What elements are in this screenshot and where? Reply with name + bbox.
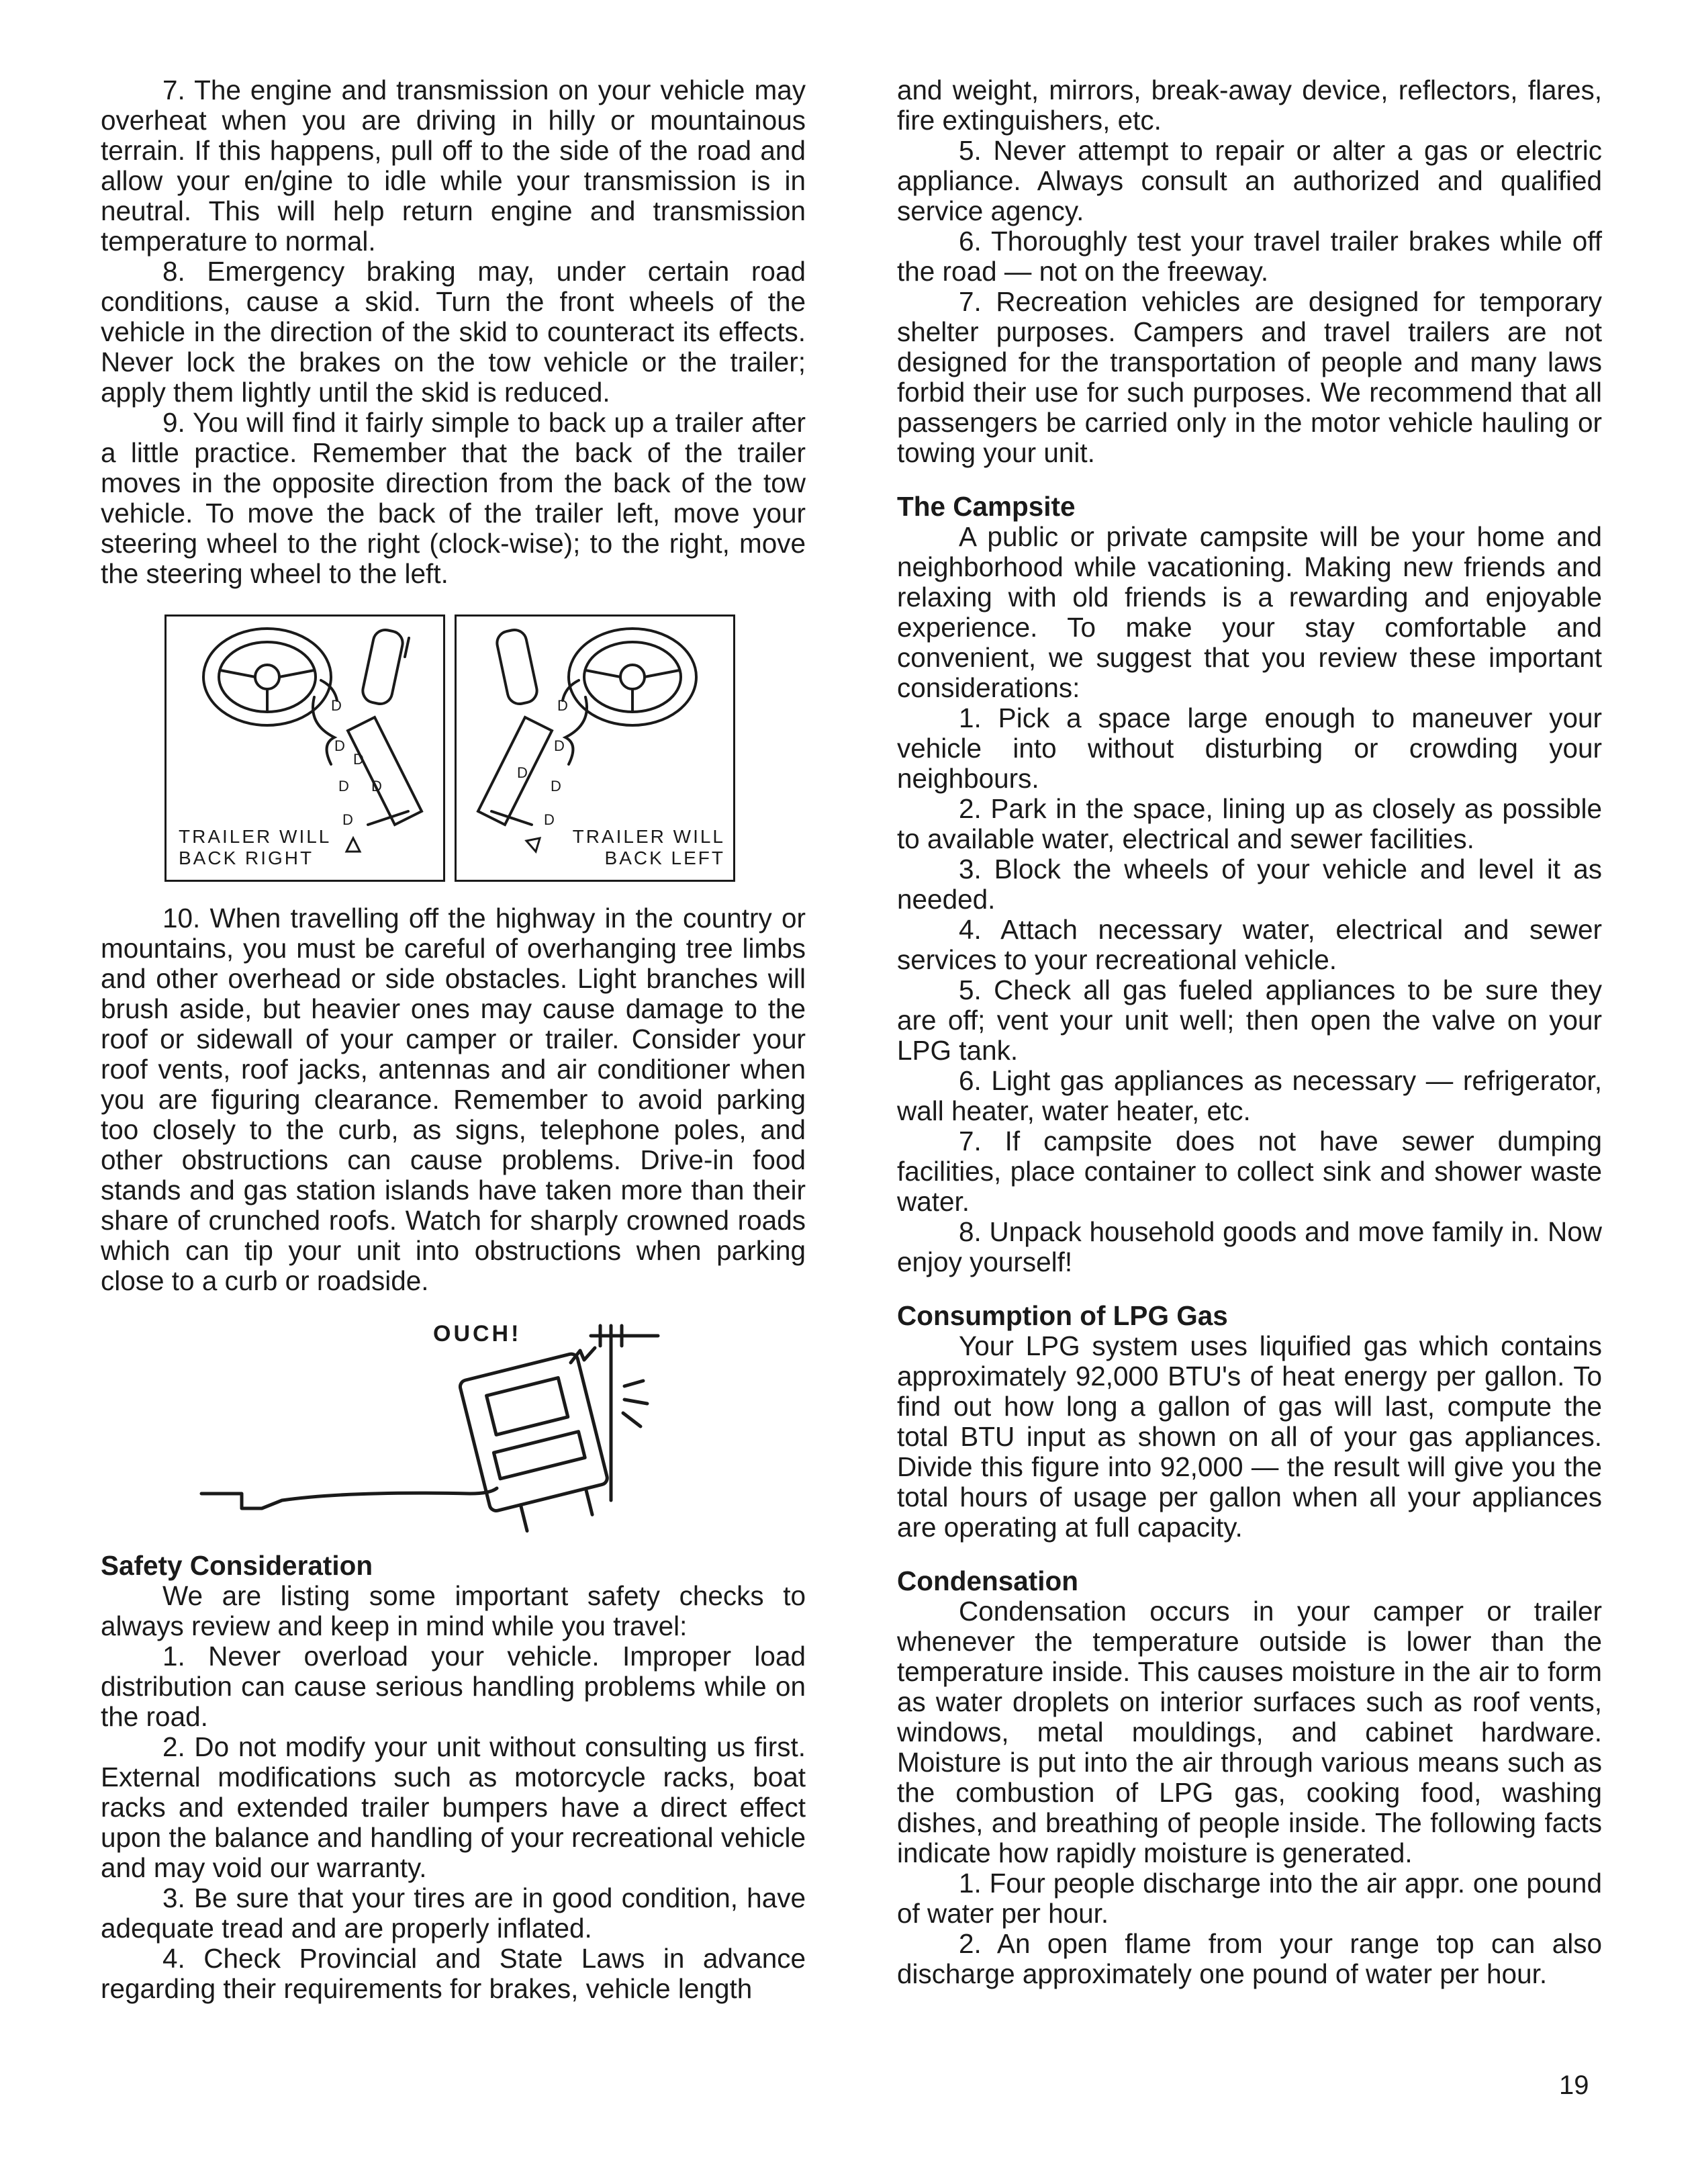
svg-text:D: D (371, 778, 382, 794)
trailer-backing-figure (164, 615, 806, 882)
caption-back-right: TRAILER WILL BACK RIGHT (179, 826, 332, 868)
campsite-heading: The Campsite (897, 491, 1076, 522)
left-column (101, 75, 806, 2004)
svg-text:D: D (517, 764, 528, 781)
svg-text:D: D (334, 737, 345, 754)
condensation-item-2: 2. An open flame from your range top can also discharge approximately one pound of water per hour. (897, 1928, 1602, 1989)
camper-crash-illustration (101, 1299, 806, 1541)
safety-item-2: 2. Do not modify your unit without consulting us first. External modifications such as motorcycle racks, boat racks and extended trailer bumpers have a direct effect upon the balance and handling of your recreational vehicle and may void our warranty. (101, 1731, 806, 1883)
back-left-diagram (455, 615, 735, 882)
svg-text:D: D (557, 697, 568, 714)
svg-text:D: D (544, 811, 555, 828)
campsite-item-5: 5. Check all gas fueled appliances to be sure they are off; vent your unit well; then open the valve on your LPG tank. (897, 974, 1602, 1066)
safety-item-5: 5. Never attempt to repair or alter a gas or electric appliance. Always consult an authorized and qualified service agency. (897, 135, 1602, 226)
condensation-item-1: 1. Four people discharge into the air appr. one pound of water per hour. (897, 1868, 1602, 1929)
campsite-item-2: 2. Park in the space, lining up as closely as possible to available water, electrical and sewer facilities. (897, 793, 1602, 854)
paragraph-item-8-braking: 8. Emergency braking may, under certain road conditions, cause a skid. Turn the front wheels of the vehicle in the direction of the skid to counteract its effects. Never lock the brakes on the tow vehicle or the trailer; apply them lightly until the skid is reduced. (101, 256, 806, 408)
right-column (897, 75, 1602, 1989)
svg-text:D: D (331, 697, 342, 714)
svg-text:D: D (551, 778, 561, 794)
campsite-item-4: 4. Attach necessary water, electrical and sewer services to your recreational vehicle. (897, 914, 1602, 975)
paragraph-item-10-offroad: 10. When travelling off the highway in the country or mountains, you must be careful of overhanging tree limbs and other overhead or side obstacles. Light branches will brush aside, but heavier ones may cause damage to the roof or sidewall of your camper or trailer. Consider your roof vents, roof jacks, antennas and air conditioner when you are figuring clearance. Remember to avoid parking too closely to the curb, as signs, telephone poles, and other obstructions can cause problems. Drive-in food stands and gas station islands have taken more than their share of crunched roofs. Watch for sharply crowned roads which can tip your unit into obstructions when parking close to a curb or roadside. (101, 903, 806, 1296)
safety-heading: Safety Consideration (101, 1550, 373, 1581)
page-number: 19 (1559, 2071, 1589, 2100)
safety-item-1: 1. Never overload your vehicle. Improper load distribution can cause serious handling problems while on the road. (101, 1641, 806, 1732)
safety-item-6: 6. Thoroughly test your travel trailer brakes while off the road — not on the freeway. (897, 226, 1602, 287)
svg-text:D: D (342, 811, 353, 828)
paragraph-item-9-backing: 9. You will find it fairly simple to back up a trailer after a little practice. Remember that the back of the trailer moves in the opposite direction from the back of the tow vehicle. To move the back of the trailer left, move your steering wheel to the right (clock-wise); to the right, move the steering wheel to the left. (101, 407, 806, 589)
safety-item-3: 3. Be sure that your tires are in good condition, have adequate tread and are properly inflated. (101, 1882, 806, 1944)
campsite-item-1: 1. Pick a space large enough to maneuver your vehicle into without disturbing or crowding your neighbours. (897, 702, 1602, 794)
svg-text:D: D (554, 737, 565, 754)
ouch-exclamation: OUCH! (433, 1321, 522, 1347)
campsite-item-7: 7. If campsite does not have sewer dumping facilities, place container to collect sink and shower waste water. (897, 1126, 1602, 1217)
safety-item-4-continued: and weight, mirrors, break-away device, reflectors, flares, fire extinguishers, etc. (897, 75, 1602, 136)
back-right-diagram (164, 615, 445, 882)
paragraph-item-7-engine: 7. The engine and transmission on your vehicle may overheat when you are driving in hilly or mountainous terrain. If this happens, pull off to the side of the road and allow your en/gine to idle while your transmission is in neutral. This will help return engine and transmission temperature to normal. (101, 75, 806, 257)
condensation-body: Condensation occurs in your camper or trailer whenever the temperature outside is lower than the temperature inside. This causes moisture in the air to form as water droplets on interior surfaces such as roof vents, windows, metal mouldings, and cabinet hardware. Moisture is put into the air through various means such as the combustion of LPG gas, cooking food, washing dishes, and breathing of people inside. The following facts indicate how rapidly moisture is generated. (897, 1596, 1602, 1868)
safety-item-4: 4. Check Provincial and State Laws in advance regarding their requirements for brakes, vehicle length (101, 1943, 806, 2004)
campsite-item-3: 3. Block the wheels of your vehicle and level it as needed. (897, 854, 1602, 915)
svg-text:D: D (353, 751, 364, 768)
svg-text:D: D (338, 778, 349, 794)
safety-intro: We are listing some important safety checks to always review and keep in mind while you travel: (101, 1580, 806, 1641)
campsite-intro: A public or private campsite will be your home and neighborhood while vacationing. Making new friends and relaxing with old friends is a rewarding and enjoyable experience. To make your stay comfortable and convenient, we suggest that you review these important considerations: (897, 521, 1602, 703)
safety-item-7: 7. Recreation vehicles are designed for temporary shelter purposes. Campers and travel trailers are not designed for the transportation of people and many laws forbid their use for such purposes. We recommend that all passengers be carried only in the motor vehicle hauling or towing your unit. (897, 286, 1602, 468)
lpg-heading: Consumption of LPG Gas (897, 1300, 1228, 1331)
campsite-item-8: 8. Unpack household goods and move family in. Now enjoy yourself! (897, 1216, 1602, 1277)
lpg-body: Your LPG system uses liquified gas which contains approximately 92,000 BTU's of heat energy per gallon. To find out how long a gallon of gas will last, compute the total BTU input as shown on all of your gas appliances. Divide this figure into 92,000 — the result will give you the total hours of usage per gallon when all your appliances are operating at full capacity. (897, 1330, 1602, 1543)
campsite-item-6: 6. Light gas appliances as necessary — refrigerator, wall heater, water heater, etc. (897, 1065, 1602, 1126)
condensation-heading: Condensation (897, 1565, 1078, 1596)
caption-back-left: TRAILER WILL BACK LEFT (572, 826, 725, 868)
